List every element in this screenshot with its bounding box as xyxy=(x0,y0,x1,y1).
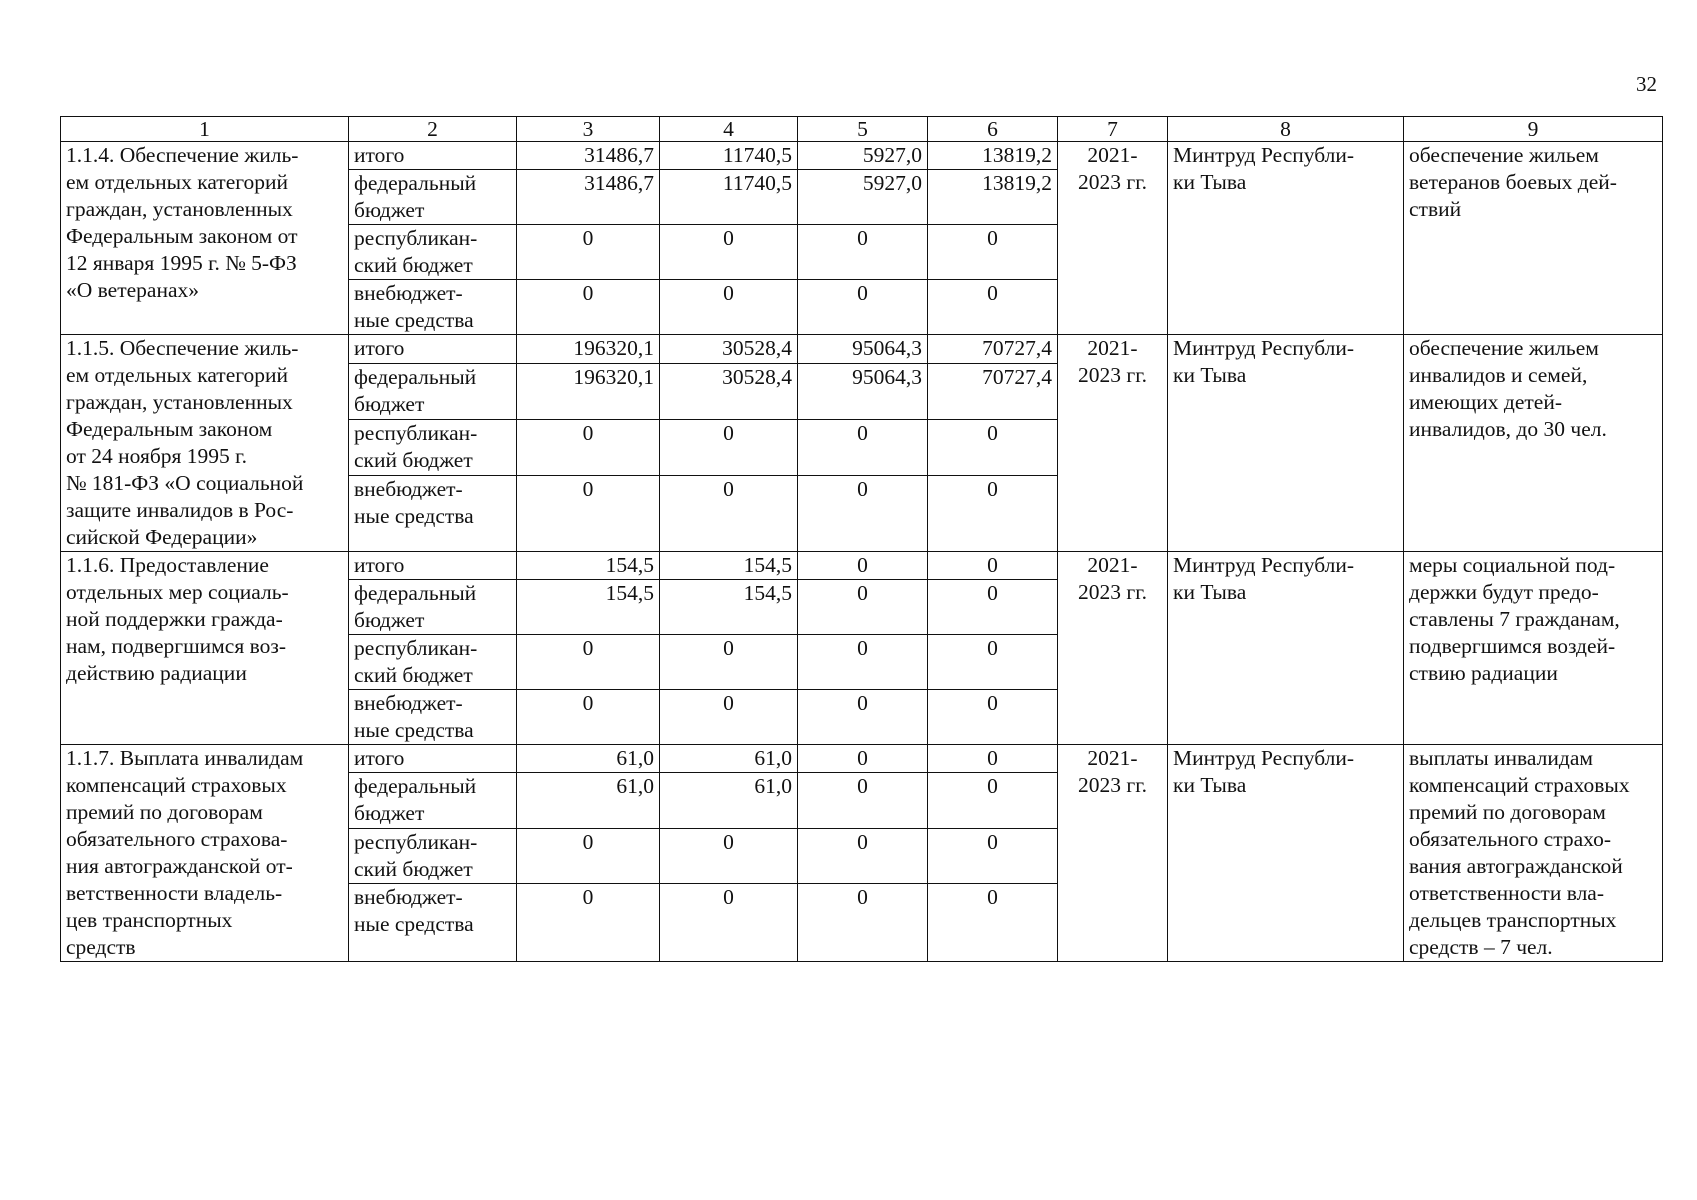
amount-cell: 70727,4 xyxy=(928,335,1058,364)
period-cell: 2021- 2023 гг. xyxy=(1058,552,1168,745)
amount-cell: 30528,4 xyxy=(660,335,798,364)
amount-cell: 154,5 xyxy=(660,552,798,580)
funding-source-label: республикан- ский бюджет xyxy=(349,225,517,280)
amount-cell: 0 xyxy=(660,884,798,962)
amount-cell: 0 xyxy=(798,419,928,475)
amount-cell: 70727,4 xyxy=(928,363,1058,419)
funding-source-label: внебюджет- ные средства xyxy=(349,475,517,551)
amount-cell: 0 xyxy=(517,475,660,551)
amount-cell: 0 xyxy=(517,884,660,962)
amount-cell: 196320,1 xyxy=(517,363,660,419)
amount-cell: 13819,2 xyxy=(928,170,1058,225)
result-cell: выплаты инвалидам компенсаций страховых премий по договорам обязательного страхо- вания автогражданской ответственности вла- дельцев транспортных средств – 7 чел. xyxy=(1404,745,1663,962)
executor-cell: Минтруд Республи- ки Тыва xyxy=(1168,552,1404,745)
amount-cell: 0 xyxy=(928,475,1058,551)
funding-source-label: федеральный бюджет xyxy=(349,580,517,635)
table-row xyxy=(61,745,1663,773)
header-cell: 8 xyxy=(1168,117,1404,142)
header-row xyxy=(61,117,1663,142)
amount-cell: 0 xyxy=(660,475,798,551)
amount-cell: 5927,0 xyxy=(798,142,928,170)
funding-source-label: итого xyxy=(349,335,517,364)
amount-cell: 0 xyxy=(928,828,1058,884)
period-cell: 2021- 2023 гг. xyxy=(1058,335,1168,552)
header-cell: 9 xyxy=(1404,117,1663,142)
measure-name: 1.1.5. Обеспечение жиль- ем отдельных категорий граждан, установленных Федеральным законом от 24 ноября 1995 г. № 181-ФЗ «О социальной защите инвалидов в Рос- сийской Федерации» xyxy=(61,335,349,552)
amount-cell: 196320,1 xyxy=(517,335,660,364)
amount-cell: 154,5 xyxy=(660,580,798,635)
amount-cell: 0 xyxy=(928,580,1058,635)
amount-cell: 0 xyxy=(660,225,798,280)
amount-cell: 0 xyxy=(660,828,798,884)
amount-cell: 0 xyxy=(928,690,1058,745)
period-cell: 2021- 2023 гг. xyxy=(1058,745,1168,962)
amount-cell: 0 xyxy=(928,773,1058,829)
funding-source-label: итого xyxy=(349,142,517,170)
amount-cell: 0 xyxy=(798,225,928,280)
amount-cell: 61,0 xyxy=(660,745,798,773)
executor-cell: Минтруд Республи- ки Тыва xyxy=(1168,745,1404,962)
amount-cell: 0 xyxy=(660,419,798,475)
amount-cell: 0 xyxy=(928,884,1058,962)
funding-source-label: республикан- ский бюджет xyxy=(349,419,517,475)
amount-cell: 0 xyxy=(798,884,928,962)
amount-cell: 61,0 xyxy=(517,745,660,773)
header-cell: 5 xyxy=(798,117,928,142)
amount-cell: 0 xyxy=(798,635,928,690)
funding-source-label: итого xyxy=(349,552,517,580)
amount-cell: 61,0 xyxy=(660,773,798,829)
amount-cell: 95064,3 xyxy=(798,363,928,419)
amount-cell: 0 xyxy=(798,552,928,580)
amount-cell: 13819,2 xyxy=(928,142,1058,170)
amount-cell: 0 xyxy=(928,419,1058,475)
result-cell: обеспечение жильем инвалидов и семей, имеющих детей- инвалидов, до 30 чел. xyxy=(1404,335,1663,552)
amount-cell: 0 xyxy=(798,690,928,745)
amount-cell: 0 xyxy=(660,635,798,690)
amount-cell: 0 xyxy=(798,475,928,551)
funding-source-label: республикан- ский бюджет xyxy=(349,828,517,884)
amount-cell: 0 xyxy=(928,635,1058,690)
amount-cell: 11740,5 xyxy=(660,142,798,170)
amount-cell: 0 xyxy=(517,419,660,475)
funding-source-label: федеральный бюджет xyxy=(349,773,517,829)
amount-cell: 0 xyxy=(928,225,1058,280)
amount-cell: 0 xyxy=(517,635,660,690)
header-cell: 2 xyxy=(349,117,517,142)
amount-cell: 0 xyxy=(798,745,928,773)
funding-source-label: республикан- ский бюджет xyxy=(349,635,517,690)
funding-source-label: внебюджет- ные средства xyxy=(349,884,517,962)
program-table xyxy=(60,116,1663,962)
measure-name: 1.1.7. Выплата инвалидам компенсаций страховых премий по договорам обязательного страхова- ния автогражданской от- ветственности владель- цев транспортных средств xyxy=(61,745,349,962)
amount-cell: 0 xyxy=(798,280,928,335)
result-cell: обеспечение жильем ветеранов боевых дей- ствий xyxy=(1404,142,1663,335)
header-cell: 7 xyxy=(1058,117,1168,142)
amount-cell: 0 xyxy=(660,690,798,745)
amount-cell: 95064,3 xyxy=(798,335,928,364)
measure-name: 1.1.6. Предоставление отдельных мер социаль- ной поддержки гражда- нам, подвергшимся воз- действию радиации xyxy=(61,552,349,745)
funding-source-label: федеральный бюджет xyxy=(349,170,517,225)
table-row xyxy=(61,335,1663,364)
amount-cell: 0 xyxy=(798,580,928,635)
amount-cell: 0 xyxy=(517,690,660,745)
amount-cell: 0 xyxy=(928,552,1058,580)
amount-cell: 11740,5 xyxy=(660,170,798,225)
amount-cell: 0 xyxy=(660,280,798,335)
amount-cell: 5927,0 xyxy=(798,170,928,225)
table-body xyxy=(61,142,1663,962)
header-cell: 4 xyxy=(660,117,798,142)
funding-source-label: внебюджет- ные средства xyxy=(349,690,517,745)
header-cell: 3 xyxy=(517,117,660,142)
executor-cell: Минтруд Республи- ки Тыва xyxy=(1168,335,1404,552)
amount-cell: 0 xyxy=(798,828,928,884)
amount-cell: 0 xyxy=(928,745,1058,773)
executor-cell: Минтруд Республи- ки Тыва xyxy=(1168,142,1404,335)
funding-source-label: итого xyxy=(349,745,517,773)
period-cell: 2021- 2023 гг. xyxy=(1058,142,1168,335)
header-cell: 6 xyxy=(928,117,1058,142)
funding-source-label: федеральный бюджет xyxy=(349,363,517,419)
header-cell: 1 xyxy=(61,117,349,142)
table-row xyxy=(61,552,1663,580)
amount-cell: 0 xyxy=(928,280,1058,335)
table-row xyxy=(61,142,1663,170)
amount-cell: 61,0 xyxy=(517,773,660,829)
measure-name: 1.1.4. Обеспечение жиль- ем отдельных категорий граждан, установленных Федеральным законом от 12 января 1995 г. № 5-ФЗ «О ветеранах» xyxy=(61,142,349,335)
amount-cell: 31486,7 xyxy=(517,142,660,170)
page-number: 32 xyxy=(1636,72,1657,96)
amount-cell: 0 xyxy=(517,828,660,884)
amount-cell: 0 xyxy=(517,280,660,335)
amount-cell: 0 xyxy=(517,225,660,280)
amount-cell: 0 xyxy=(798,773,928,829)
amount-cell: 30528,4 xyxy=(660,363,798,419)
funding-source-label: внебюджет- ные средства xyxy=(349,280,517,335)
amount-cell: 154,5 xyxy=(517,580,660,635)
result-cell: меры социальной под- держки будут предо- ставлены 7 гражданам, подвергшимся воздей- ствию радиации xyxy=(1404,552,1663,745)
amount-cell: 31486,7 xyxy=(517,170,660,225)
amount-cell: 154,5 xyxy=(517,552,660,580)
